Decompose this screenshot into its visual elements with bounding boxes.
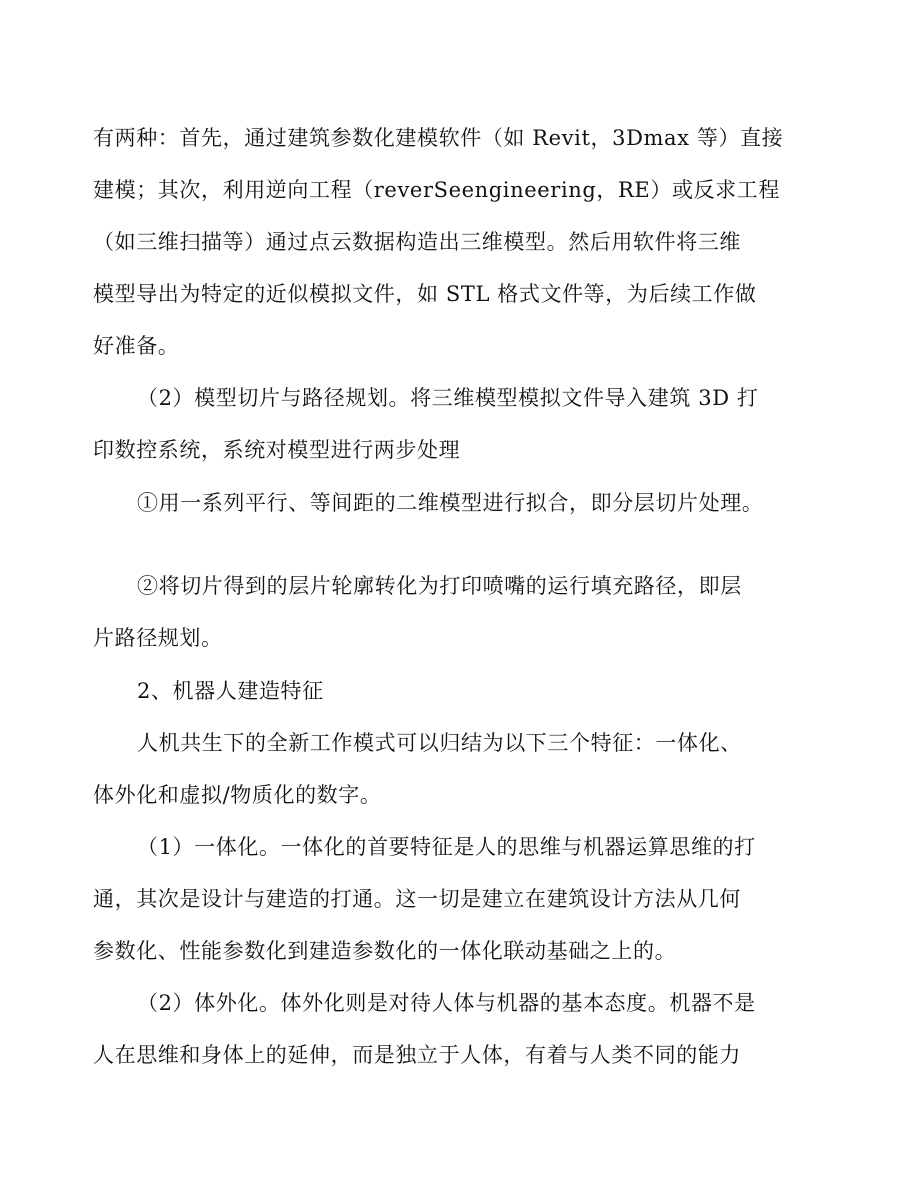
text-line: 片路径规划。	[93, 626, 223, 650]
text-line: （1）一体化。一体化的首要特征是人的思维与机器运算思维的打	[137, 835, 756, 859]
text-line: （如三维扫描等）通过点云数据构造出三维模型。然后用软件将三维	[93, 230, 741, 254]
text-line: 模型导出为特定的近似模拟文件，如 STL 格式文件等，为后续工作做	[93, 282, 757, 306]
text-line: 参数化、性能参数化到建造参数化的一体化联动基础之上的。	[93, 939, 677, 963]
text-line: 建模；其次，利用逆向工程（reverSeengineering，RE）或反求工程	[93, 178, 780, 202]
text-line: ①用一系列平行、等间距的二维模型进行拟合，即分层切片处理。	[137, 491, 764, 515]
text-line: 人机共生下的全新工作模式可以归结为以下三个特征：一体化、	[137, 731, 742, 755]
text-line: 有两种：首先，通过建筑参数化建模软件（如 Revit，3Dmax 等）直接	[93, 126, 784, 150]
text-line: 好准备。	[93, 334, 180, 358]
text-line: （2）模型切片与路径规划。将三维模型模拟文件导入建筑 3D 打	[137, 386, 759, 410]
text-line: 体外化和虚拟/物质化的数字。	[93, 783, 382, 807]
text-line: 人在思维和身体上的延伸，而是独立于人体，有着与人类不同的能力	[93, 1043, 741, 1067]
text-line: 印数控系统，系统对模型进行两步处理	[93, 438, 461, 462]
section-heading: 2、机器人建造特征	[137, 679, 324, 703]
text-line: 通，其次是设计与建造的打通。这一切是建立在建筑设计方法从几何	[93, 887, 741, 911]
text-line: （2）体外化。体外化则是对待人体与机器的基本态度。机器不是	[137, 991, 756, 1015]
text-line: ②将切片得到的层片轮廓转化为打印喷嘴的运行填充路径，即层	[137, 574, 742, 598]
